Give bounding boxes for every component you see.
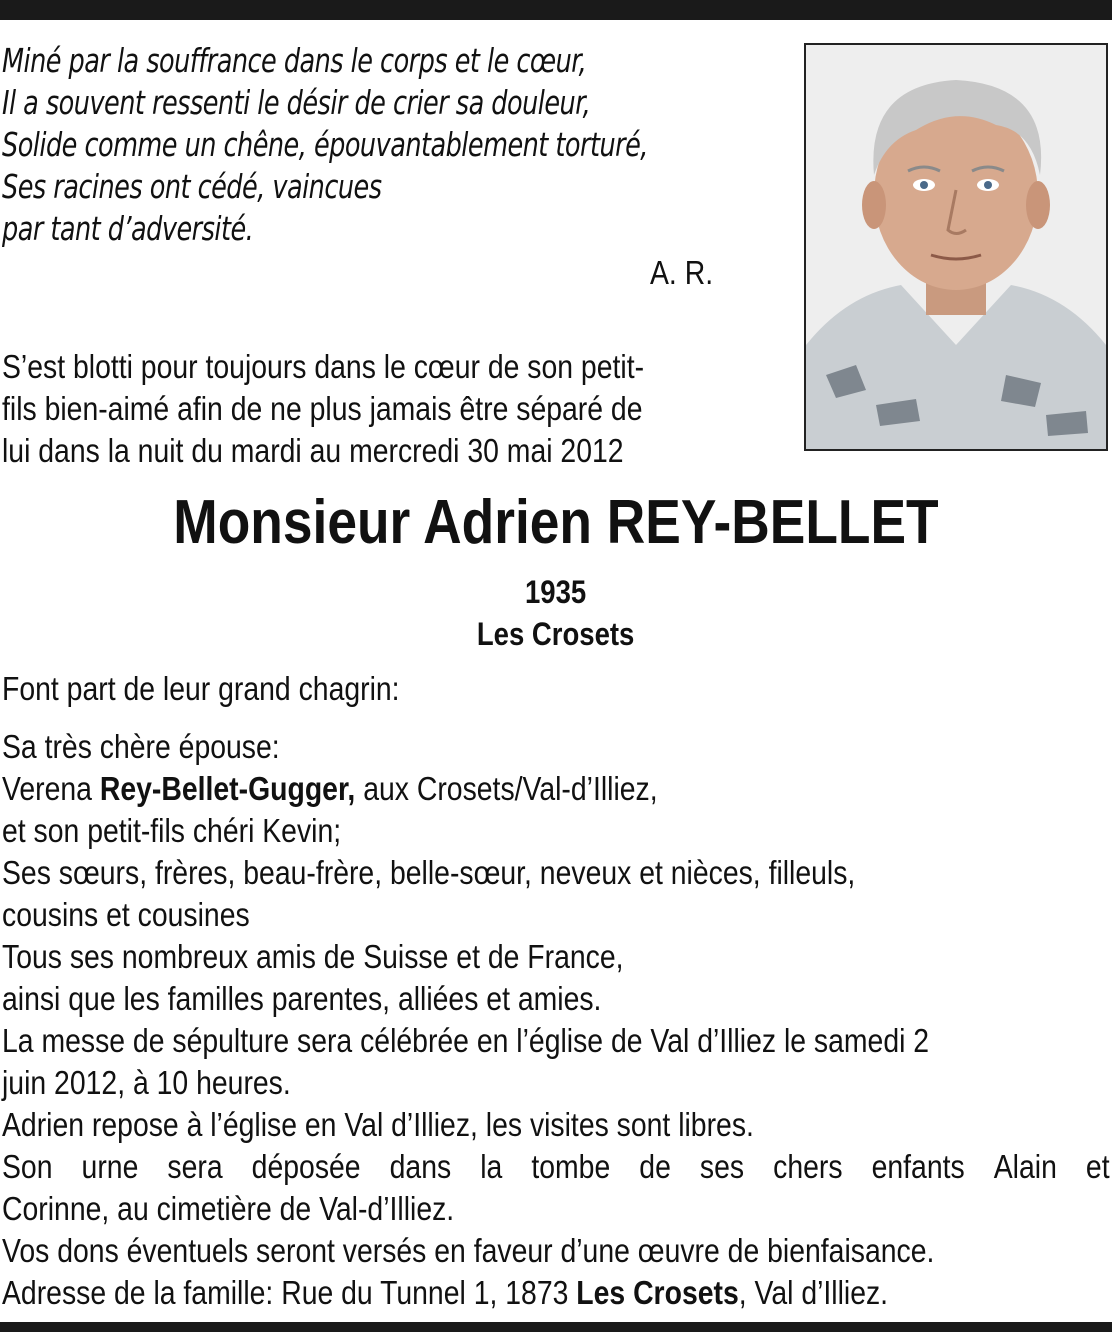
spouse-suffix: aux Crosets/Val-d’Illiez, — [355, 770, 658, 807]
grandson-line: et son petit-fils chéri Kevin; — [2, 812, 342, 849]
donations-line: Vos dons éventuels seront versés en faveur d’une œuvre de bienfaisance. — [2, 1232, 935, 1269]
mass-line: juin 2012, à 10 heures. — [2, 1064, 291, 1101]
urn-word: la — [480, 1148, 503, 1185]
urn-word: chers — [773, 1148, 843, 1185]
announcement-body — [2, 668, 1110, 1314]
urn-line: Corinne, au cimetière de Val-d’Illiez. — [2, 1190, 455, 1227]
intro-line: lui dans la nuit du mardi au mercredi 30 mai 2012 — [2, 432, 624, 469]
portrait-illustration — [806, 45, 1106, 449]
urn-word: Alain — [993, 1148, 1057, 1185]
bottom-rule — [0, 1322, 1112, 1332]
deceased-name — [0, 486, 1112, 560]
urn-word: sera — [167, 1148, 223, 1185]
spouse-prefix: Verena — [2, 770, 100, 807]
friends-line: Tous ses nombreux amis de Suisse et de France, — [2, 938, 624, 975]
spouse-label: Sa très chère épouse: — [2, 728, 280, 765]
poem-line: par tant d’adversité. — [2, 209, 254, 248]
urn-word: et — [1085, 1148, 1110, 1185]
urn-word: urne — [81, 1148, 139, 1185]
birth-year — [0, 572, 1112, 612]
top-rule — [0, 0, 1112, 20]
urn-word: ses — [699, 1148, 745, 1185]
poem-line: Solide comme un chêne, épouvantablement torturé, — [2, 125, 648, 164]
birth-year-text: 1935 — [525, 574, 587, 610]
poem-line: Il a souvent ressenti le désir de crier sa douleur, — [2, 83, 591, 122]
urn-word: dans — [389, 1148, 452, 1185]
urn-word: déposée — [251, 1148, 361, 1185]
poem — [2, 40, 792, 250]
home-place-text: Les Crosets — [477, 616, 635, 652]
opening-line: Font part de leur grand chagrin: — [2, 670, 400, 707]
mass-line: La messe de sépulture sera célébrée en l’église de Val d’Illiez le samedi 2 — [2, 1022, 930, 1059]
intro-line: fils bien-aimé afin de ne plus jamais être séparé de — [2, 390, 643, 427]
home-place — [0, 614, 1112, 654]
poem-author: A. R. — [650, 254, 714, 291]
spouse-name: Rey-Bellet-Gugger, — [99, 770, 356, 807]
spouse-line — [2, 768, 955, 810]
address-town: Les Crosets — [576, 1274, 739, 1311]
portrait-photo — [804, 43, 1108, 451]
address-prefix: Adresse de la famille: Rue du Tunnel 1, 1873 — [2, 1274, 577, 1311]
poem-line: Miné par la souffrance dans le corps et le cœur, — [2, 41, 587, 80]
urn-word: Son — [2, 1148, 53, 1185]
deceased-name-text: Monsieur Adrien REY-BELLET — [173, 488, 939, 557]
address-suffix: , Val d’Illiez. — [738, 1274, 889, 1311]
relatives-line: ainsi que les familles parentes, alliées et amies. — [2, 980, 602, 1017]
rests-line: Adrien repose à l’église en Val d’Illiez, les visites sont libres. — [2, 1106, 754, 1143]
poem-line: Ses racines ont cédé, vaincues — [2, 167, 382, 206]
urn-word: tombe — [531, 1148, 611, 1185]
family-line: cousins et cousines — [2, 896, 250, 933]
intro-text — [2, 346, 792, 472]
urn-line — [2, 1146, 1110, 1188]
intro-line: S’est blotti pour toujours dans le cœur de son petit- — [2, 348, 645, 385]
urn-word: de — [639, 1148, 671, 1185]
family-line: Ses sœurs, frères, beau-frère, belle-sœur, neveux et nièces, filleuls, — [2, 854, 856, 891]
urn-word: enfants — [871, 1148, 965, 1185]
address-line — [2, 1272, 955, 1314]
